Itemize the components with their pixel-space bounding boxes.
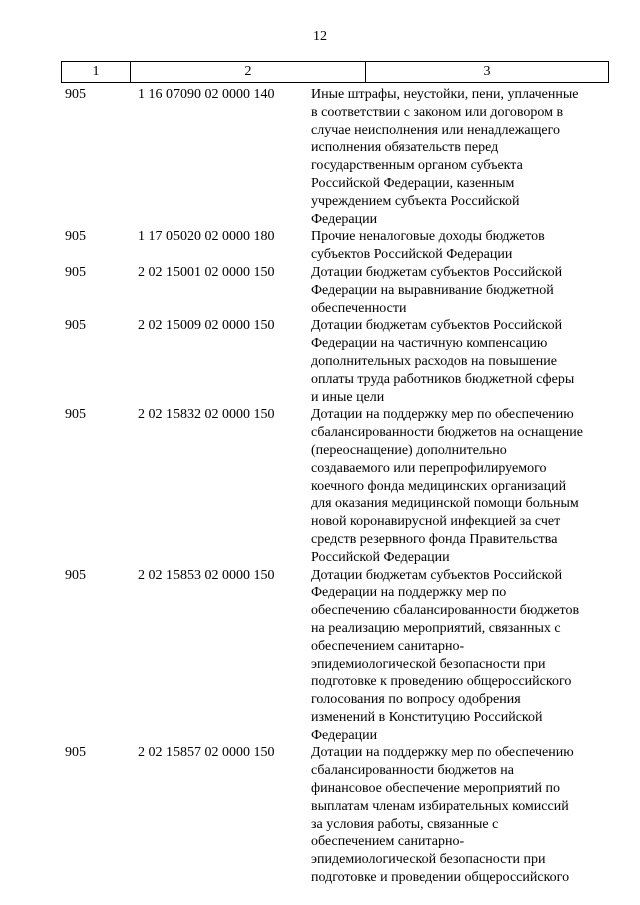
revenue-name-line: обеспечению сбалансированности бюджетов: [311, 603, 580, 619]
admin-code: 905: [65, 567, 86, 583]
table-body: [0, 86, 640, 887]
table-header: [61, 61, 609, 83]
revenue-name-line: изменений в Конституцию Российской: [311, 709, 543, 725]
table-row: [0, 567, 640, 745]
revenue-name-line: коечного фонда медицинских организаций: [311, 478, 567, 494]
budget-classification-code: 1 16 07090 02 0000 140: [138, 87, 275, 102]
revenue-name: [311, 264, 611, 317]
revenue-name-line: оплаты труда работников бюджетной сферы: [311, 371, 575, 387]
table-row: [0, 86, 640, 228]
admin-code: 905: [65, 745, 86, 761]
revenue-name-line: подготовке и проведении общероссийского: [311, 870, 570, 886]
revenue-name-line: Иные штрафы, неустойки, пени, уплаченные: [311, 87, 579, 102]
table-row: [0, 744, 640, 886]
revenue-name-line: государственным органом субъекта: [311, 158, 523, 174]
budget-classification-code: 2 02 15001 02 0000 150: [138, 264, 275, 280]
table-row: [0, 406, 640, 566]
revenue-name-line: в соответствии с законом или договором в: [311, 104, 564, 120]
revenue-name-line: Дотации бюджетам субъектов Российской: [311, 264, 563, 280]
budget-classification-code: 2 02 15832 02 0000 150: [138, 407, 275, 423]
revenue-name-line: и иные цели: [311, 389, 385, 405]
page-number: 12: [313, 29, 327, 44]
header-col-3: 3: [483, 64, 491, 79]
revenue-name-line: (переоснащение) дополнительно: [311, 442, 507, 458]
table-row: [0, 317, 640, 406]
revenue-name-line: исполнения обязательств перед: [311, 140, 499, 156]
revenue-name-line: Федерации на выравнивание бюджетной: [311, 282, 554, 298]
revenue-name-line: подготовке к проведению общероссийского: [311, 674, 572, 690]
budget-classification-code: 2 02 15857 02 0000 150: [138, 745, 275, 761]
revenue-name-line: Дотации на поддержку мер по обеспечению: [311, 745, 574, 761]
revenue-name-line: обеспеченности: [311, 300, 407, 316]
revenue-name-line: Дотации бюджетам субъектов Российской: [311, 567, 563, 583]
revenue-name-line: эпидемиологической безопасности при: [311, 656, 546, 672]
budget-classification-code: 2 02 15009 02 0000 150: [138, 318, 275, 334]
revenue-name-line: для оказания медицинской помощи больным: [311, 496, 579, 512]
revenue-name-line: на реализацию мероприятий, связанных с: [311, 620, 561, 636]
revenue-name-line: создаваемого или перепрофилируемого: [311, 460, 547, 476]
admin-code: 905: [65, 264, 86, 280]
header-col-1: 1: [62, 62, 131, 82]
revenue-name: [311, 317, 611, 406]
admin-code: 905: [65, 407, 86, 423]
table-row: [0, 264, 640, 317]
revenue-name: [311, 406, 611, 566]
revenue-name-line: обеспечением санитарно-: [311, 638, 465, 654]
revenue-name-line: средств резервного фонда Правительства: [311, 531, 558, 547]
revenue-name-line: случае неисполнения или ненадлежащего: [311, 122, 560, 138]
revenue-name-line: Федерации на частичную компенсацию: [311, 336, 548, 352]
revenue-name-line: Дотации бюджетам субъектов Российской: [311, 318, 563, 334]
revenue-name-line: Российской Федерации: [311, 549, 450, 565]
revenue-name-line: за условия работы, связанные с: [311, 816, 499, 832]
budget-classification-code: 2 02 15853 02 0000 150: [138, 567, 275, 583]
revenue-name-line: учреждением субъекта Российской: [311, 193, 520, 209]
revenue-name-line: дополнительных расходов на повышение: [311, 353, 557, 369]
admin-code: 905: [65, 229, 86, 245]
revenue-name-line: субъектов Российской Федерации: [311, 247, 513, 263]
revenue-name-line: Федерации: [311, 727, 378, 743]
revenue-name-line: сбалансированности бюджетов на: [311, 763, 514, 779]
revenue-name: [311, 567, 611, 745]
revenue-name: [311, 228, 611, 264]
budget-classification-code: 1 17 05020 02 0000 180: [138, 229, 275, 245]
revenue-name-line: Федерации на поддержку мер по: [311, 585, 507, 601]
revenue-name-line: Российской Федерации, казенным: [311, 175, 515, 191]
header-col-2: 2: [131, 62, 366, 82]
revenue-name-line: Дотации на поддержку мер по обеспечению: [311, 407, 574, 423]
revenue-name-line: новой коронавирусной инфекцией за счет: [311, 514, 561, 530]
table-row: [0, 228, 640, 264]
admin-code: 905: [65, 87, 86, 102]
revenue-name-line: голосования по вопросу одобрения: [311, 692, 521, 708]
revenue-name-line: финансовое обеспечение мероприятий по: [311, 781, 560, 797]
revenue-name-line: выплатам членам избирательных комиссий: [311, 798, 569, 814]
revenue-name-line: Прочие неналоговые доходы бюджетов: [311, 229, 545, 245]
revenue-name-line: обеспечением санитарно-: [311, 834, 465, 850]
revenue-name-line: Федерации: [311, 211, 378, 227]
revenue-name: [311, 744, 611, 886]
revenue-name-line: сбалансированности бюджетов на оснащение: [311, 425, 583, 441]
revenue-name-line: эпидемиологической безопасности при: [311, 852, 546, 868]
revenue-name: [311, 86, 611, 228]
admin-code: 905: [65, 318, 86, 334]
